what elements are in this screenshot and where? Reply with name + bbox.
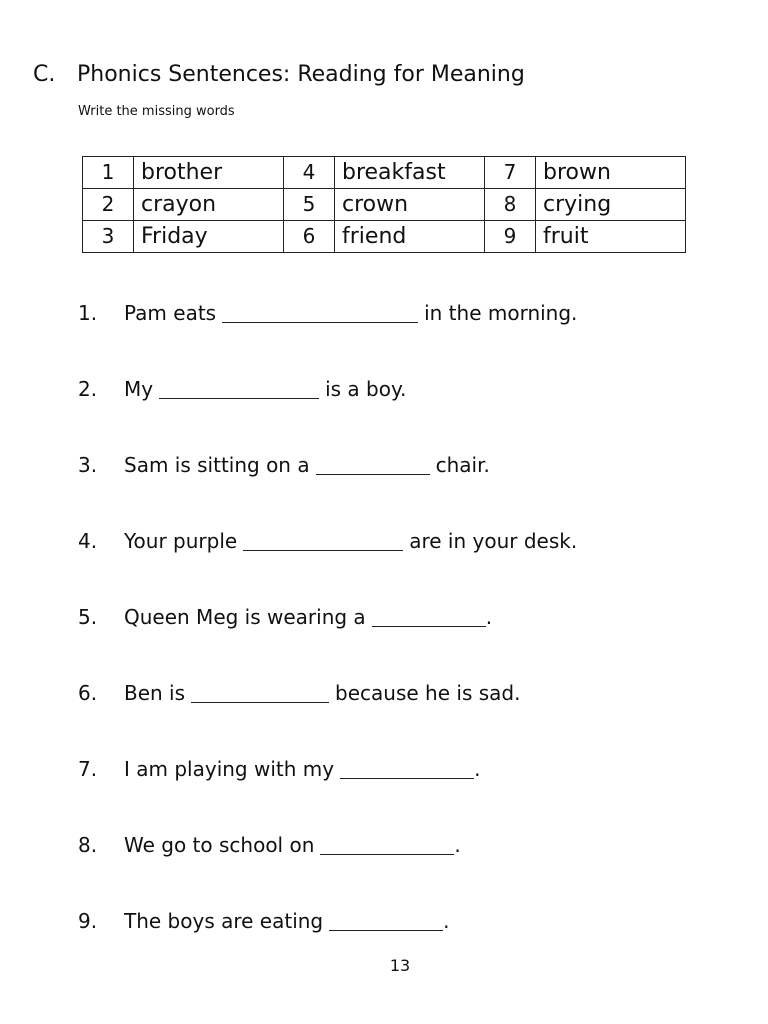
sentence-number: 8.	[78, 833, 98, 857]
sentence-text-before: Your purple	[124, 529, 238, 553]
sentence-text-after: is a boy.	[325, 377, 407, 401]
word-number: 8	[485, 189, 536, 221]
word-bank-word: brother	[134, 157, 284, 189]
sentence-text-after: in the morning.	[424, 301, 578, 325]
sentence-text-before: Ben is	[124, 681, 186, 705]
sentence-item	[78, 600, 577, 676]
sentence-number: 6.	[78, 681, 98, 705]
word-bank-word: crying	[536, 189, 686, 221]
sentence-text-before: Queen Meg is wearing a	[124, 605, 366, 629]
sentence-number: 1.	[78, 301, 98, 325]
sentence-number: 7.	[78, 757, 98, 781]
word-bank-word: brown	[536, 157, 686, 189]
answer-blank[interactable]	[222, 296, 418, 323]
sentence-number: 9.	[78, 909, 98, 933]
word-number: 6	[284, 221, 335, 253]
sentence-text-before: Pam eats	[124, 301, 217, 325]
word-number: 1	[83, 157, 134, 189]
sentence-item	[78, 676, 577, 752]
section-heading	[33, 62, 525, 87]
answer-blank[interactable]	[316, 448, 430, 475]
sentence-number: 5.	[78, 605, 98, 629]
sentence-list	[78, 296, 577, 980]
sentence-text-before: The boys are eating	[124, 909, 324, 933]
word-number: 2	[83, 189, 134, 221]
sentence-text-after: are in your desk.	[409, 529, 578, 553]
word-number: 4	[284, 157, 335, 189]
sentence-text-before: We go to school on	[124, 833, 315, 857]
word-bank-word: friend	[335, 221, 485, 253]
word-bank-word: Friday	[134, 221, 284, 253]
answer-blank[interactable]	[159, 372, 319, 399]
sentence-text-after: .	[443, 909, 450, 933]
section-letter: C.	[33, 62, 56, 87]
sentence-text-before: Sam is sitting on a	[124, 453, 310, 477]
sentence-item	[78, 828, 577, 904]
word-number: 5	[284, 189, 335, 221]
word-bank-word: crayon	[134, 189, 284, 221]
sentence-item	[78, 752, 577, 828]
sentence-number: 3.	[78, 453, 98, 477]
sentence-text-after: .	[485, 605, 493, 629]
sentence-text-after: .	[454, 833, 461, 857]
instructions: Write the missing words	[78, 104, 235, 119]
answer-blank[interactable]	[320, 828, 454, 855]
word-number: 3	[83, 221, 134, 253]
sentence-text-after: because he is sad.	[335, 681, 521, 705]
sentence-text-before: My	[124, 377, 154, 401]
word-bank-word: crown	[335, 189, 485, 221]
answer-blank[interactable]	[191, 676, 329, 703]
sentence-item	[78, 448, 577, 524]
word-bank-table	[82, 156, 686, 253]
sentence-item	[78, 296, 577, 372]
answer-blank[interactable]	[372, 600, 486, 627]
word-bank-row	[83, 189, 686, 221]
sentence-number: 4.	[78, 529, 98, 553]
word-bank-word: fruit	[536, 221, 686, 253]
word-bank-row	[83, 157, 686, 189]
sentence-text-before: I am playing with my	[124, 757, 335, 781]
answer-blank[interactable]	[243, 524, 403, 551]
sentence-text-after: .	[474, 757, 481, 781]
page-number: 13	[389, 956, 411, 975]
word-bank-row	[83, 221, 686, 253]
answer-blank[interactable]	[329, 904, 443, 931]
sentence-number: 2.	[78, 377, 98, 401]
word-bank-word: breakfast	[335, 157, 485, 189]
sentence-item	[78, 372, 577, 448]
word-number: 9	[485, 221, 536, 253]
word-number: 7	[485, 157, 536, 189]
section-title: Phonics Sentences: Reading for Meaning	[77, 62, 525, 87]
sentence-item	[78, 524, 577, 600]
answer-blank[interactable]	[340, 752, 474, 779]
sentence-text-after: chair.	[435, 453, 490, 477]
